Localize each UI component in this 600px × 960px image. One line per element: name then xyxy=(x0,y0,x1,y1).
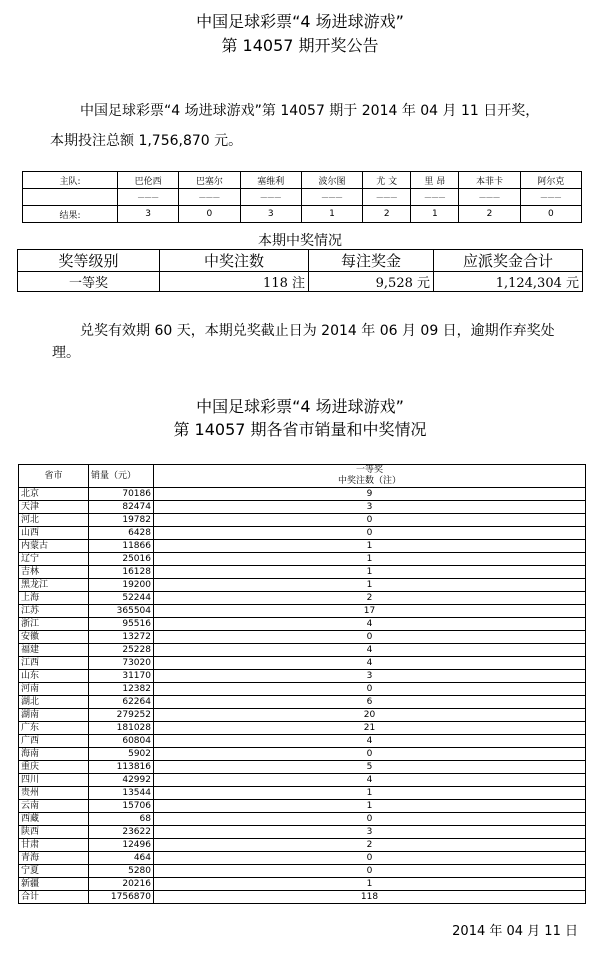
dash-cell xyxy=(520,189,581,206)
result-cell: 3 xyxy=(240,206,301,223)
winner-count-cell: 4 xyxy=(154,644,586,657)
team-cell: 波尔图 xyxy=(301,172,362,189)
sales-amount-cell: 365504 xyxy=(89,605,154,618)
winner-count-cell: 21 xyxy=(154,722,586,735)
sales-amount-cell: 13272 xyxy=(89,631,154,644)
winner-count-cell: 1 xyxy=(154,579,586,592)
sales-amount-cell: 113816 xyxy=(89,761,154,774)
table-row xyxy=(19,527,586,540)
winner-count-cell: 1 xyxy=(154,566,586,579)
sales-amount-cell: 279252 xyxy=(89,709,154,722)
sales-amount-cell: 52244 xyxy=(89,592,154,605)
province-cell: 湖北 xyxy=(19,696,89,709)
winner-count-cell: 0 xyxy=(154,631,586,644)
winner-count-cell: 1 xyxy=(154,878,586,891)
result-label: 结果: xyxy=(23,206,118,223)
province-cell: 上海 xyxy=(19,592,89,605)
sales-amount-cell: 6428 xyxy=(89,527,154,540)
table-row xyxy=(19,618,586,631)
sales-subtitle: 第 14057 期各省市销量和中奖情况 xyxy=(173,420,427,439)
result-cell: 1 xyxy=(411,206,459,223)
table-row xyxy=(19,839,586,852)
table-row xyxy=(19,605,586,618)
winner-count-cell: 1 xyxy=(154,800,586,813)
winner-count-cell: 0 xyxy=(154,852,586,865)
winner-count-cell: 0 xyxy=(154,865,586,878)
sales-header-row xyxy=(19,465,586,488)
winner-count-cell: 0 xyxy=(154,748,586,761)
notice-line-2: 理。 xyxy=(52,345,80,361)
province-cell: 海南 xyxy=(19,748,89,761)
sales-amount-cell: 12382 xyxy=(89,683,154,696)
winner-count-cell: 2 xyxy=(154,839,586,852)
sales-amount-cell: 68 xyxy=(89,813,154,826)
table-row xyxy=(19,644,586,657)
dash-cell xyxy=(411,189,459,206)
winner-count-cell: 17 xyxy=(154,605,586,618)
sales-title: 中国足球彩票“4 场进球游戏” xyxy=(196,397,404,416)
table-row xyxy=(19,813,586,826)
sales-amount-cell: 19200 xyxy=(89,579,154,592)
province-cell: 宁夏 xyxy=(19,865,89,878)
province-cell: 合计 xyxy=(19,891,89,904)
table-row xyxy=(19,722,586,735)
separator-dash: ——— xyxy=(540,193,562,201)
province-cell: 西藏 xyxy=(19,813,89,826)
table-row xyxy=(19,852,586,865)
team-cell: 巴伦西 xyxy=(118,172,179,189)
province-cell: 陕西 xyxy=(19,826,89,839)
result-cell: 2 xyxy=(459,206,520,223)
province-cell: 福建 xyxy=(19,644,89,657)
prize-header: 应派奖金合计 xyxy=(434,250,583,272)
sales-header-amount: 销量（元） xyxy=(89,465,154,488)
separator-dash: ——— xyxy=(376,193,398,201)
dash-cell xyxy=(118,189,179,206)
dash-cell xyxy=(240,189,301,206)
province-cell: 内蒙古 xyxy=(19,540,89,553)
province-cell: 安徽 xyxy=(19,631,89,644)
sales-amount-cell: 60804 xyxy=(89,735,154,748)
table-row xyxy=(19,891,586,904)
province-cell: 四川 xyxy=(19,774,89,787)
table-row xyxy=(19,501,586,514)
prize-table xyxy=(17,249,583,292)
province-cell: 天津 xyxy=(19,501,89,514)
team-cell: 尤 文 xyxy=(363,172,411,189)
separator-dash: ——— xyxy=(424,193,446,201)
table-row xyxy=(19,787,586,800)
dash-cell xyxy=(363,189,411,206)
table-row xyxy=(19,735,586,748)
intro-line-1: 中国足球彩票“4 场进球游戏”第 14057 期于 2014 年 04 月 11 日开奖， xyxy=(80,103,540,119)
winner-count-cell: 20 xyxy=(154,709,586,722)
province-cell: 广西 xyxy=(19,735,89,748)
prize-per-bet: 9,528 元 xyxy=(309,272,434,292)
table-row xyxy=(19,709,586,722)
announcement-title: 中国足球彩票“4 场进球游戏” xyxy=(196,12,404,31)
prize-header: 中奖注数 xyxy=(160,250,309,272)
table-row xyxy=(19,878,586,891)
winner-count-cell: 3 xyxy=(154,670,586,683)
separator-dash: ——— xyxy=(321,193,343,201)
sales-amount-cell: 73020 xyxy=(89,657,154,670)
team-cell: 塞维利 xyxy=(240,172,301,189)
province-cell: 山东 xyxy=(19,670,89,683)
winner-count-cell: 0 xyxy=(154,683,586,696)
sales-header-province: 省市 xyxy=(19,465,89,488)
province-cell: 黑龙江 xyxy=(19,579,89,592)
sales-amount-cell: 82474 xyxy=(89,501,154,514)
province-cell: 湖南 xyxy=(19,709,89,722)
sales-header-prize-level: 一等奖 xyxy=(355,465,383,475)
sales-table xyxy=(18,464,586,904)
dash-cell xyxy=(179,189,240,206)
result-cell: 3 xyxy=(118,206,179,223)
separator-dash: ——— xyxy=(260,193,282,201)
winner-count-cell: 0 xyxy=(154,514,586,527)
table-row xyxy=(19,670,586,683)
province-cell: 江西 xyxy=(19,657,89,670)
table-row xyxy=(19,696,586,709)
sales-header-prize xyxy=(154,465,586,488)
table-row xyxy=(19,579,586,592)
separator-dash: ——— xyxy=(479,193,501,201)
winner-count-cell: 4 xyxy=(154,657,586,670)
sales-amount-cell: 31170 xyxy=(89,670,154,683)
winner-count-cell: 4 xyxy=(154,735,586,748)
result-cell: 0 xyxy=(179,206,240,223)
table-row xyxy=(19,748,586,761)
sales-amount-cell: 20216 xyxy=(89,878,154,891)
notice-line-1: 兑奖有效期 60 天，本期兑奖截止日为 2014 年 06 月 09 日，逾期作弃奖处 xyxy=(80,323,555,339)
prize-header: 每注奖金 xyxy=(309,250,434,272)
table-row xyxy=(19,865,586,878)
winner-count-cell: 2 xyxy=(154,592,586,605)
separator-dash: ——— xyxy=(137,193,159,201)
sales-amount-cell: 11866 xyxy=(89,540,154,553)
province-cell: 重庆 xyxy=(19,761,89,774)
sales-amount-cell: 12496 xyxy=(89,839,154,852)
team-row xyxy=(23,172,582,189)
table-row xyxy=(19,683,586,696)
sales-amount-cell: 95516 xyxy=(89,618,154,631)
winner-count-cell: 118 xyxy=(154,891,586,904)
sales-amount-cell: 25228 xyxy=(89,644,154,657)
winner-count-cell: 4 xyxy=(154,618,586,631)
province-cell: 河南 xyxy=(19,683,89,696)
sales-amount-cell: 1756870 xyxy=(89,891,154,904)
table-row xyxy=(19,566,586,579)
prize-level: 一等奖 xyxy=(18,272,160,292)
sales-amount-cell: 181028 xyxy=(89,722,154,735)
province-cell: 新疆 xyxy=(19,878,89,891)
result-row xyxy=(23,206,582,223)
announcement-issue: 第 14057 期开奖公告 xyxy=(221,36,379,55)
province-cell: 云南 xyxy=(19,800,89,813)
winner-count-cell: 9 xyxy=(154,488,586,501)
winner-count-cell: 1 xyxy=(154,553,586,566)
table-row xyxy=(19,592,586,605)
sales-amount-cell: 23622 xyxy=(89,826,154,839)
result-cell: 2 xyxy=(363,206,411,223)
prize-row xyxy=(18,272,583,292)
province-cell: 浙江 xyxy=(19,618,89,631)
sales-amount-cell: 19782 xyxy=(89,514,154,527)
team-cell: 本菲卡 xyxy=(459,172,520,189)
dash-cell xyxy=(459,189,520,206)
sales-amount-cell: 62264 xyxy=(89,696,154,709)
winner-count-cell: 1 xyxy=(154,787,586,800)
winner-count-cell: 6 xyxy=(154,696,586,709)
footer-date: 2014 年 04 月 11 日 xyxy=(452,924,578,939)
province-cell: 河北 xyxy=(19,514,89,527)
table-row xyxy=(19,774,586,787)
table-row xyxy=(19,631,586,644)
prize-header: 奖等级别 xyxy=(18,250,160,272)
match-results-table xyxy=(22,171,582,223)
team-label: 主队: xyxy=(23,172,118,189)
province-cell: 江苏 xyxy=(19,605,89,618)
team-cell: 阿尔克 xyxy=(520,172,581,189)
dash-row xyxy=(23,189,582,206)
table-row xyxy=(19,514,586,527)
province-cell: 北京 xyxy=(19,488,89,501)
dash-cell xyxy=(301,189,362,206)
intro-line-2: 本期投注总额 1,756,870 元。 xyxy=(50,133,243,149)
sales-amount-cell: 25016 xyxy=(89,553,154,566)
result-cell: 0 xyxy=(520,206,581,223)
prize-section-title: 本期中奖情况 xyxy=(258,233,342,249)
team-cell: 里 昂 xyxy=(411,172,459,189)
prize-total: 1,124,304 元 xyxy=(434,272,583,292)
table-row xyxy=(19,826,586,839)
prize-count: 118 注 xyxy=(160,272,309,292)
sales-amount-cell: 42992 xyxy=(89,774,154,787)
province-cell: 吉林 xyxy=(19,566,89,579)
province-cell: 青海 xyxy=(19,852,89,865)
province-cell: 辽宁 xyxy=(19,553,89,566)
sales-amount-cell: 5902 xyxy=(89,748,154,761)
table-row xyxy=(19,488,586,501)
result-cell: 1 xyxy=(301,206,362,223)
winner-count-cell: 3 xyxy=(154,826,586,839)
sales-amount-cell: 464 xyxy=(89,852,154,865)
table-row xyxy=(19,761,586,774)
team-cell: 巴塞尔 xyxy=(179,172,240,189)
table-row xyxy=(19,800,586,813)
table-row xyxy=(19,553,586,566)
winner-count-cell: 0 xyxy=(154,527,586,540)
separator-dash: ——— xyxy=(198,193,220,201)
sales-amount-cell: 5280 xyxy=(89,865,154,878)
winner-count-cell: 4 xyxy=(154,774,586,787)
sales-header-prize-count: 中奖注数（注） xyxy=(337,476,401,486)
prize-header-row xyxy=(18,250,583,272)
winner-count-cell: 0 xyxy=(154,813,586,826)
province-cell: 山西 xyxy=(19,527,89,540)
table-row xyxy=(19,540,586,553)
province-cell: 广东 xyxy=(19,722,89,735)
table-row xyxy=(19,657,586,670)
winner-count-cell: 3 xyxy=(154,501,586,514)
sales-amount-cell: 70186 xyxy=(89,488,154,501)
province-cell: 贵州 xyxy=(19,787,89,800)
sales-amount-cell: 15706 xyxy=(89,800,154,813)
sales-amount-cell: 16128 xyxy=(89,566,154,579)
sales-amount-cell: 13544 xyxy=(89,787,154,800)
province-cell: 甘肃 xyxy=(19,839,89,852)
winner-count-cell: 5 xyxy=(154,761,586,774)
winner-count-cell: 1 xyxy=(154,540,586,553)
